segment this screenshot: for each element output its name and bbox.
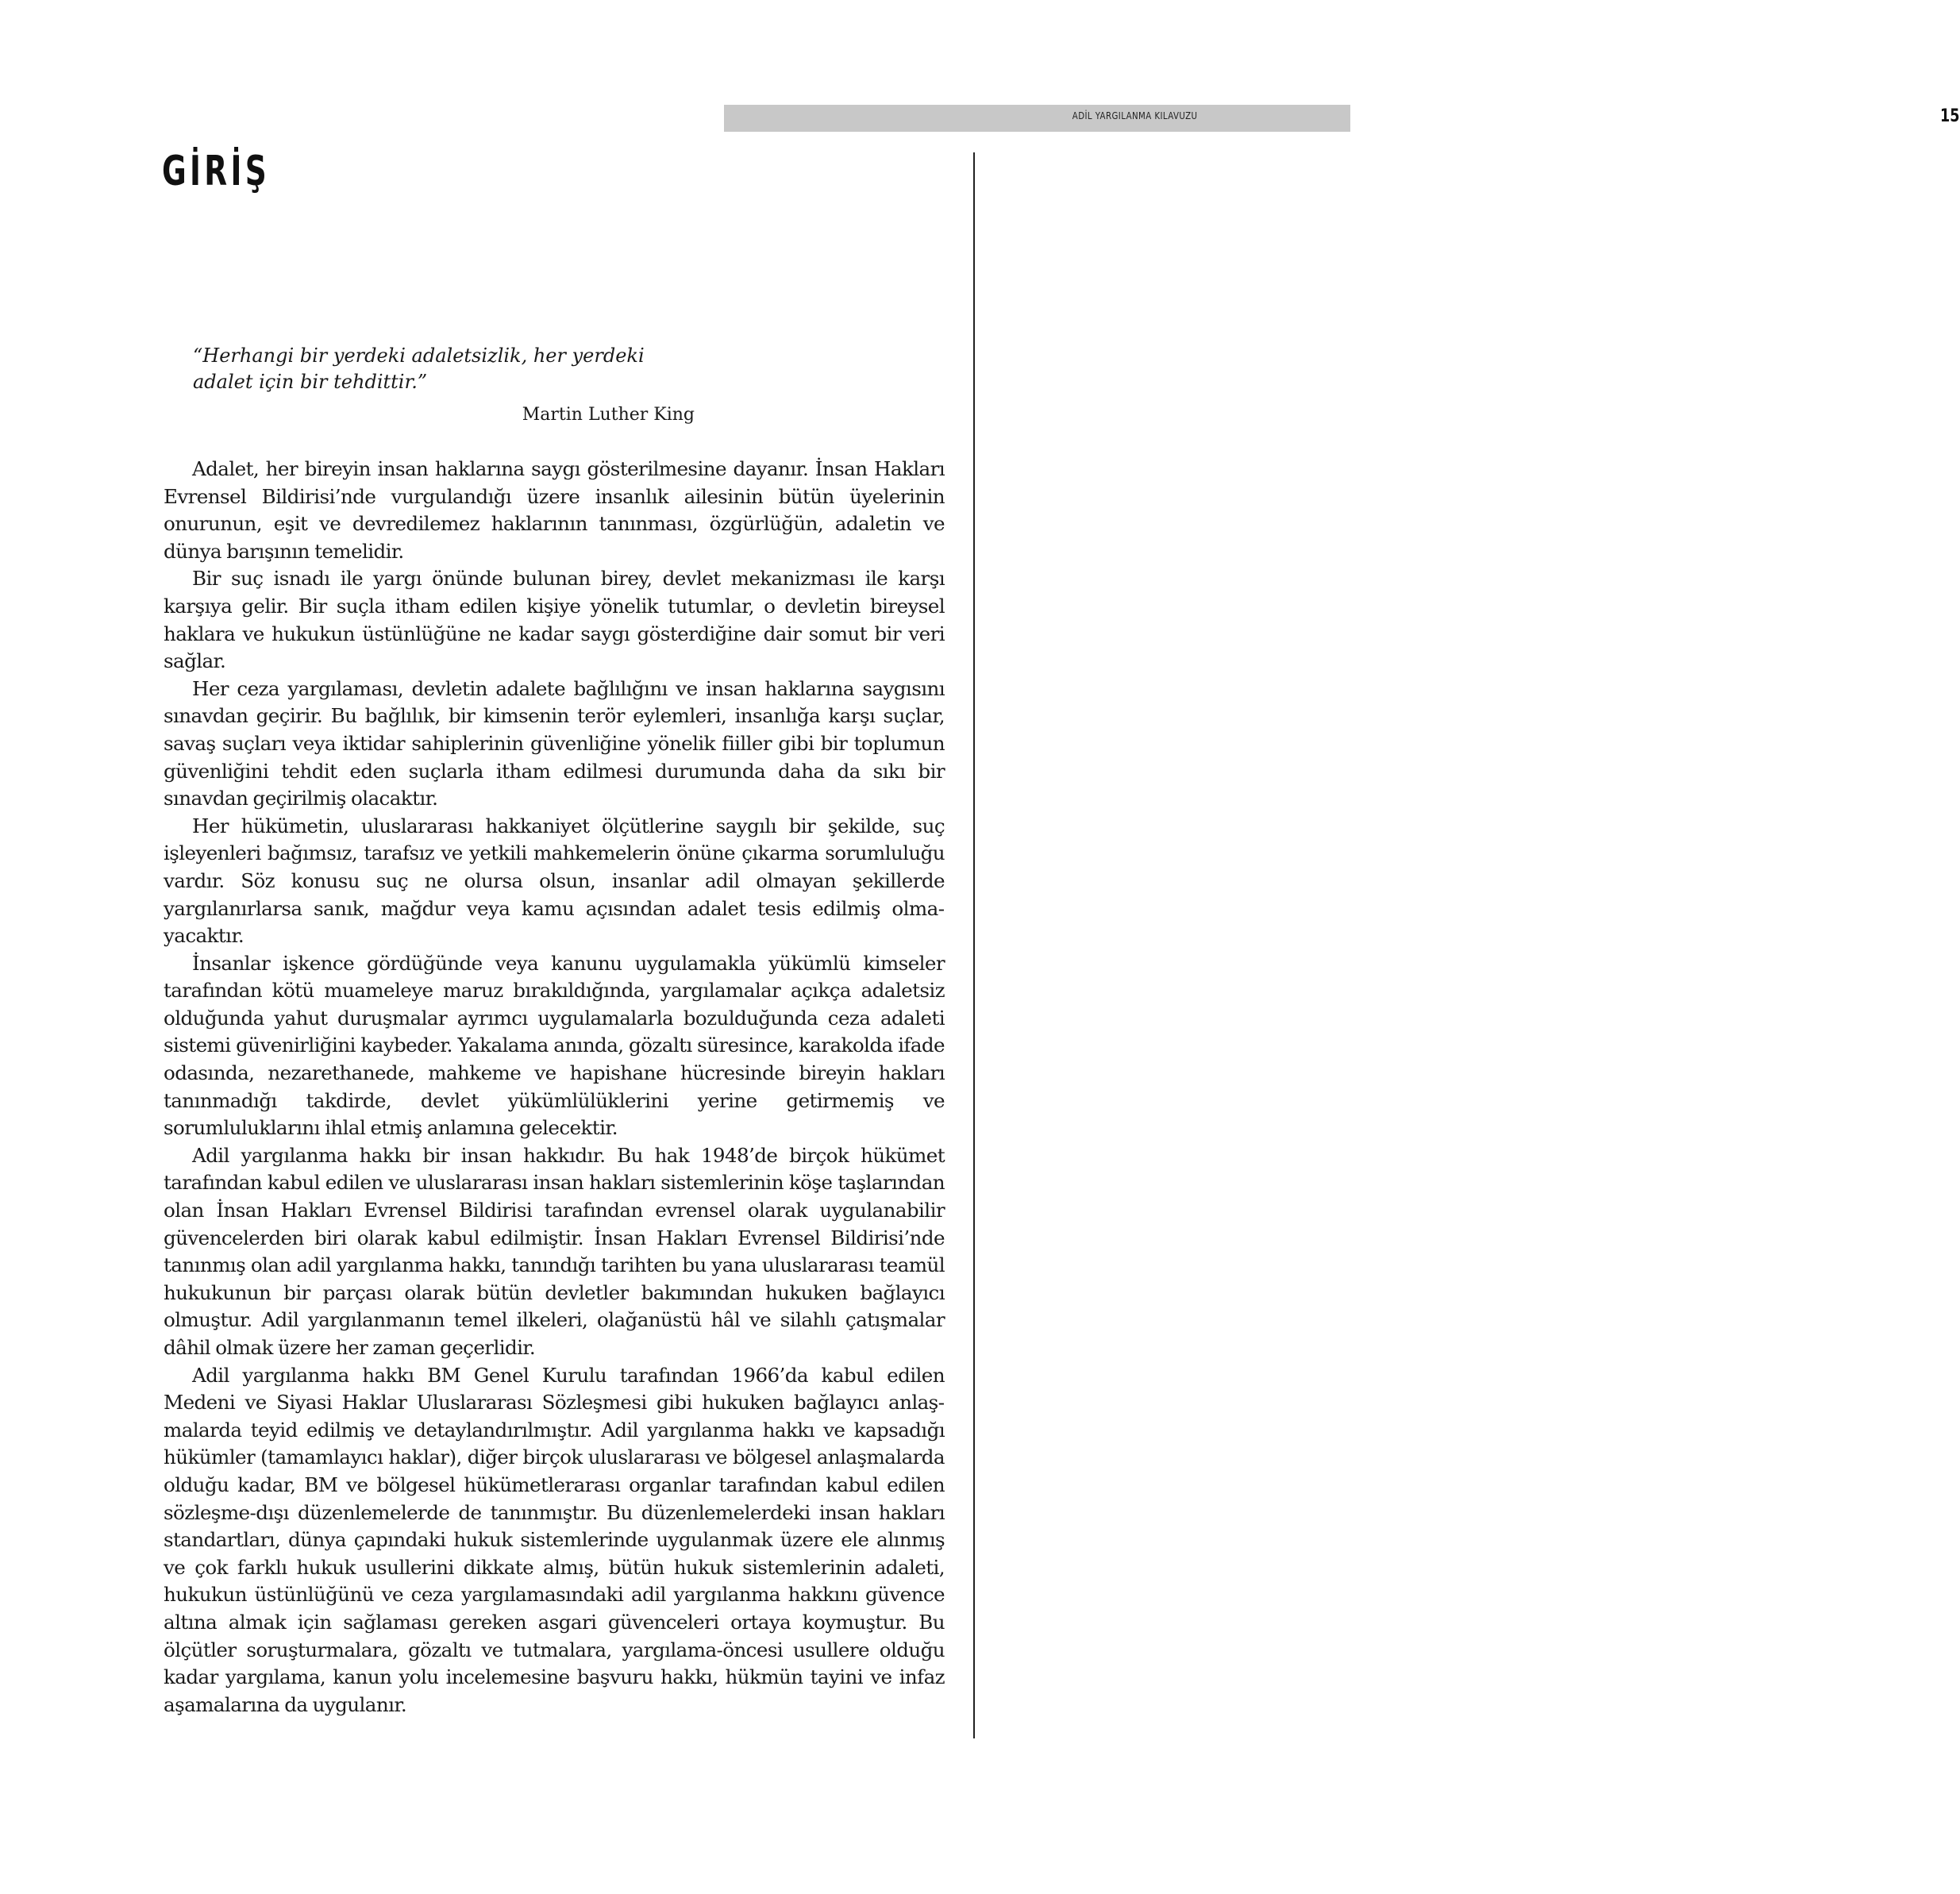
running-header — [724, 105, 1960, 132]
paragraph: İnsanlar işkence gördüğünde veya kanunu uygulamakla yükümlü kimseler tarafından kötü muameleye maruz bırakıldığında, yargılamalar açıkça adaletsiz olduğunda yahut duruşmalar ayrımcı uygulamalarla bozulduğunda ceza adaleti sistemi güvenirliğini kaybeder. Yakalama anında, gözaltı süresince, karakolda ifade odasında, nezarethanede, mahkeme ve hapishane hücresinde bireyin hakları tanınmadığı takdirde, devlet yükümlülüklerini yerine getirmemiş ve sorumluluklarını ihlal etmiş anlamına gelecektir. — [164, 951, 945, 1140]
paragraph: Her hükümetin, uluslararası hakkaniyet ölçütlerine saygılı bir şekilde, suç işleyenleri bağımsız, tarafsız ve yetkili mahkemelerin önüne çıkarma sorumluluğu vardır. Söz konusu suç ne olursa olsun, insanlar adil olmayan şekillerde yargılanırlarsa sanık, mağdur veya kamu açısından adalet tesis edilmiş olmayacaktır. — [164, 814, 945, 948]
paragraph: Adalet, her bireyin insan haklarına saygı gösterilmesine dayanır. İnsan Hakları Evrensel Bildirisi’nde vurgulandığı üzere insanlık ailesinin bütün üyelerinin onurunun, eşit ve devredilemez haklarının tanınması, özgürlüğün, adaletin ve dünya barışının temelidir. — [164, 457, 945, 563]
column-divider — [973, 152, 975, 1738]
paragraph: Adil yargılanma hakkı BM Genel Kurulu tarafından 1966’da kabul edilen Medeni ve Siyasi Haklar Uluslararası Sözleşmesi gibi hukuken bağlayıcı anlaşmalarda teyid edilmiş ve detaylandırılmıştır. Adil yargılanma hakkı ve kapsadığı hükümler (tamamlayıcı haklar), diğer birçok uluslararası ve bölgesel anlaşmalarda olduğu kadar, BM ve bölgesel hükümetlerarası organlar tarafından kabul edilen sözleşme-dışı düzenlemelerde de tanınmıştır. Bu düzenlemelerdeki insan hakları standartları, dünya çapındaki hukuk sistemlerinde uygulanmak üzere ele alınmış ve çok farklı hukuk usullerini dikkate almış, bütün hukuk sistemlerinin adaleti, hukukun üstünlüğünü ve ceza yargılamasındaki adil yargılanma hakkını güvence altına almak için sağlaması gereken asgari güvenceleri ortaya koymuştur. Bu ölçütler soruşturmalara, gözaltı ve tutmalara, yargılama-öncesi usullere olduğu kadar yargılama, kanun yolu incelemesine başvuru hakkı, hükmün tayini ve infaz aşamalarına da uygulanır. — [164, 1363, 945, 1716]
paragraph: Bir suç isnadı ile yargı önünde bulunan birey, devlet mekanizması ile karşı karşıya gelir. Bir suçla itham edilen kişiye yönelik tutumlar, o devletin bireysel haklara ve hukukun üstünlüğüne ne kadar saygı gösterdiğine dair somut bir veri sağlar. — [164, 567, 945, 673]
running-title: ADİL YARGILANMA KILAVUZU — [1072, 110, 1197, 121]
chapter-title: GİRİŞ — [162, 148, 270, 195]
epigraph-author: Martin Luther King — [522, 405, 695, 425]
paragraph: Her ceza yargılaması, devletin adalete bağlılığını ve insan haklarına saygısını sınavdan geçirir. Bu bağlılık, bir kimsenin terör eylemleri, insanlığa karşı suçlar, savaş suçları veya iktidar sahiplerinin güvenliğine yönelik fiiller gibi bir toplumun güvenliğini tehdit eden suçlarla itham edilmesi durumunda daha da sıkı bir sınavdan geçirilmiş olacaktır. — [164, 676, 945, 810]
page-number: 15 — [1940, 106, 1960, 126]
paragraph: Adil yargılanma hakkı bir insan hakkıdır. Bu hak 1948’de birçok hükümet tarafından kabul edilen ve uluslararası insan hakları sistemlerinin köşe taşlarından olan İnsan Hakları Evrensel Bildirisi tarafından evrensel olarak uygulanabilir güvencelerden biri olarak kabul edilmiştir. İnsan Hakları Evrensel Bildirisi’nde tanınmış olan adil yargılanma hakkı, tanındığı tarihten bu yana uluslararası teamül hukukunun bir parçası olarak bütün devletler bakımından hukuken bağlayıcı olmuştur. Adil yargılanmanın temel ilkeleri, olağanüstü hâl ve silahlı çatışmalar dâhil olmak üzere her zaman geçerlidir. — [164, 1143, 945, 1359]
body-text — [164, 456, 945, 1719]
epigraph-quote: “Herhangi bir yerdeki adaletsizlik, her yerdeki adalet için bir tehdittir.” — [193, 345, 645, 393]
